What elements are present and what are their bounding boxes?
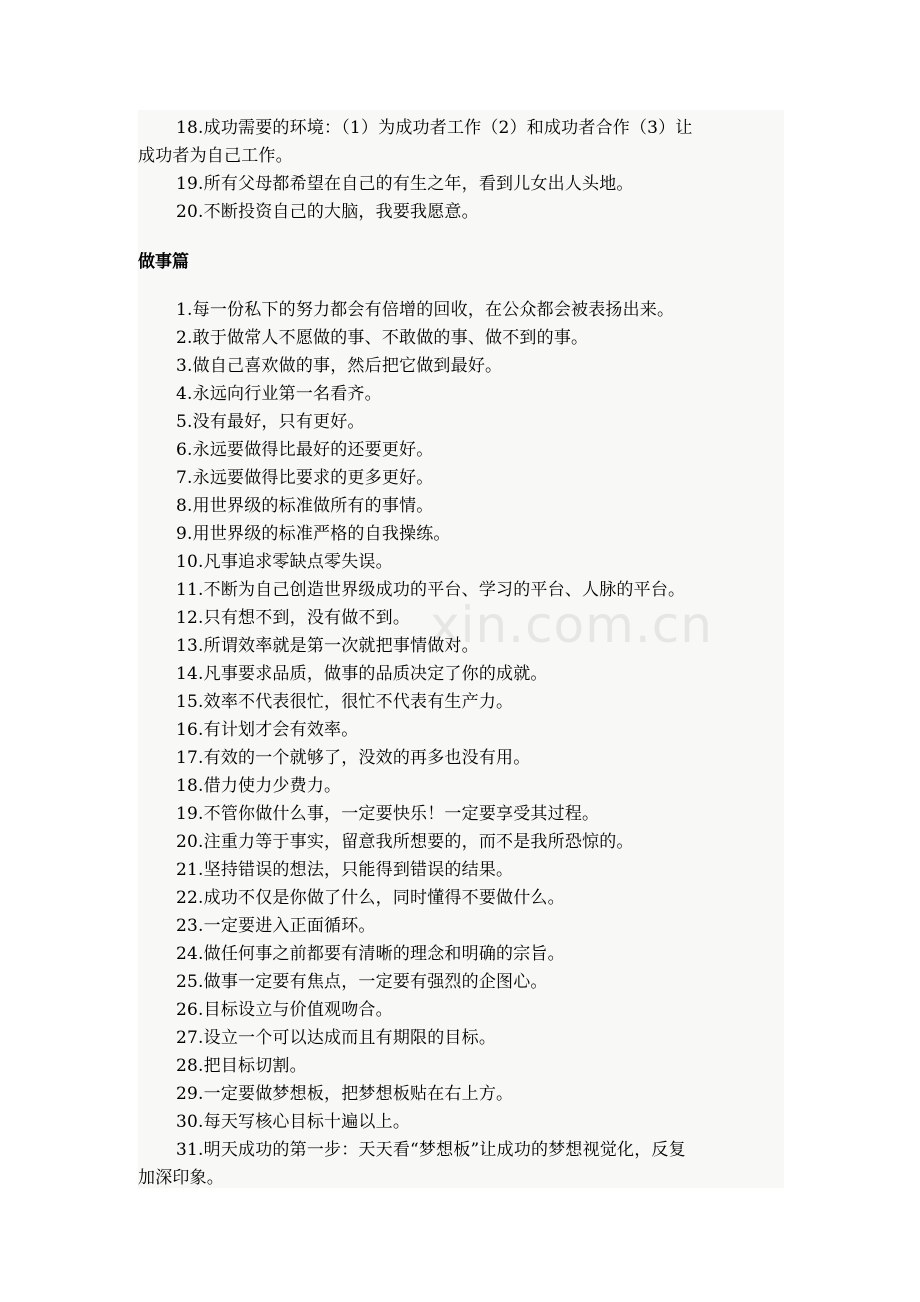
- list-item: 20.注重力等于事实，留意我所想要的，而不是我所恐惊的。: [176, 832, 634, 852]
- list-item: 7.永远要做得比要求的更多更好。: [176, 468, 434, 488]
- list-item-continuation: 加深印象。: [138, 1168, 224, 1188]
- list-item: 2.敢于做常人不愿做的事、不敢做的事、做不到的事。: [176, 328, 589, 348]
- list-item: 26.目标设立与价值观吻合。: [176, 1000, 393, 1020]
- list-item: 28.把目标切割。: [176, 1056, 307, 1076]
- list-item: 18.成功需要的环境：（1）为成功者工作（2）和成功者合作（3）让: [176, 118, 693, 138]
- list-item-continuation: 成功者为自己工作。: [138, 146, 293, 166]
- list-item: 18.借力使力少费力。: [176, 776, 342, 796]
- section-heading-wrap: [138, 248, 784, 276]
- list-item: 13.所谓效率就是第一次就把事情做对。: [176, 636, 479, 656]
- list-item: 14.凡事要求品质，做事的品质决定了你的成就。: [176, 664, 548, 684]
- list-item: 3.做自己喜欢做的事，然后把它做到最好。: [176, 356, 503, 376]
- list-item: 21.坚持错误的想法，只能得到错误的结果。: [176, 860, 514, 880]
- list-item: 23.一定要进入正面循环。: [176, 916, 376, 936]
- list-item: 11.不断为自己创造世界级成功的平台、学习的平台、人脉的平台。: [176, 580, 686, 600]
- list-item: 4.永远向行业第一名看齐。: [176, 384, 382, 404]
- list-item: 17.有效的一个就够了，没效的再多也没有用。: [176, 748, 531, 768]
- section-title: 做事篇: [138, 252, 189, 272]
- list-item: 5.没有最好，只有更好。: [176, 412, 365, 432]
- main-list: [138, 296, 784, 1192]
- list-item: 24.做任何事之前都要有清晰的理念和明确的宗旨。: [176, 944, 565, 964]
- list-item: 25.做事一定要有焦点，一定要有强烈的企图心。: [176, 972, 548, 992]
- list-item: 9.用世界级的标准严格的自我操练。: [176, 524, 451, 544]
- list-item: 10.凡事追求零缺点零失误。: [176, 552, 393, 572]
- list-item: 19.所有父母都希望在自己的有生之年，看到儿女出人头地。: [176, 174, 634, 194]
- list-item: 8.用世界级的标准做所有的事情。: [176, 496, 434, 516]
- top-list: [138, 114, 784, 226]
- list-item: 20.不断投资自己的大脑，我要我愿意。: [176, 202, 479, 222]
- list-item: 19.不管你做什么事，一定要快乐！一定要享受其过程。: [176, 804, 600, 824]
- list-item: 22.成功不仅是你做了什么，同时懂得不要做什么。: [176, 888, 565, 908]
- list-item: 15.效率不代表很忙，很忙不代表有生产力。: [176, 692, 514, 712]
- list-item: 31.明天成功的第一步：天天看“梦想板”让成功的梦想视觉化，反复: [176, 1140, 686, 1160]
- list-item: 16.有计划才会有效率。: [176, 720, 359, 740]
- document-page: [138, 110, 784, 1188]
- list-item: 12.只有想不到，没有做不到。: [176, 608, 411, 628]
- list-item: 1.每一份私下的努力都会有倍增的回收，在公众都会被表扬出来。: [176, 300, 675, 320]
- list-item: 6.永远要做得比最好的还要更好。: [176, 440, 434, 460]
- list-item: 29.一定要做梦想板，把梦想板贴在右上方。: [176, 1084, 514, 1104]
- list-item: 27.设立一个可以达成而且有期限的目标。: [176, 1028, 497, 1048]
- list-item: 30.每天写核心目标十遍以上。: [176, 1112, 411, 1132]
